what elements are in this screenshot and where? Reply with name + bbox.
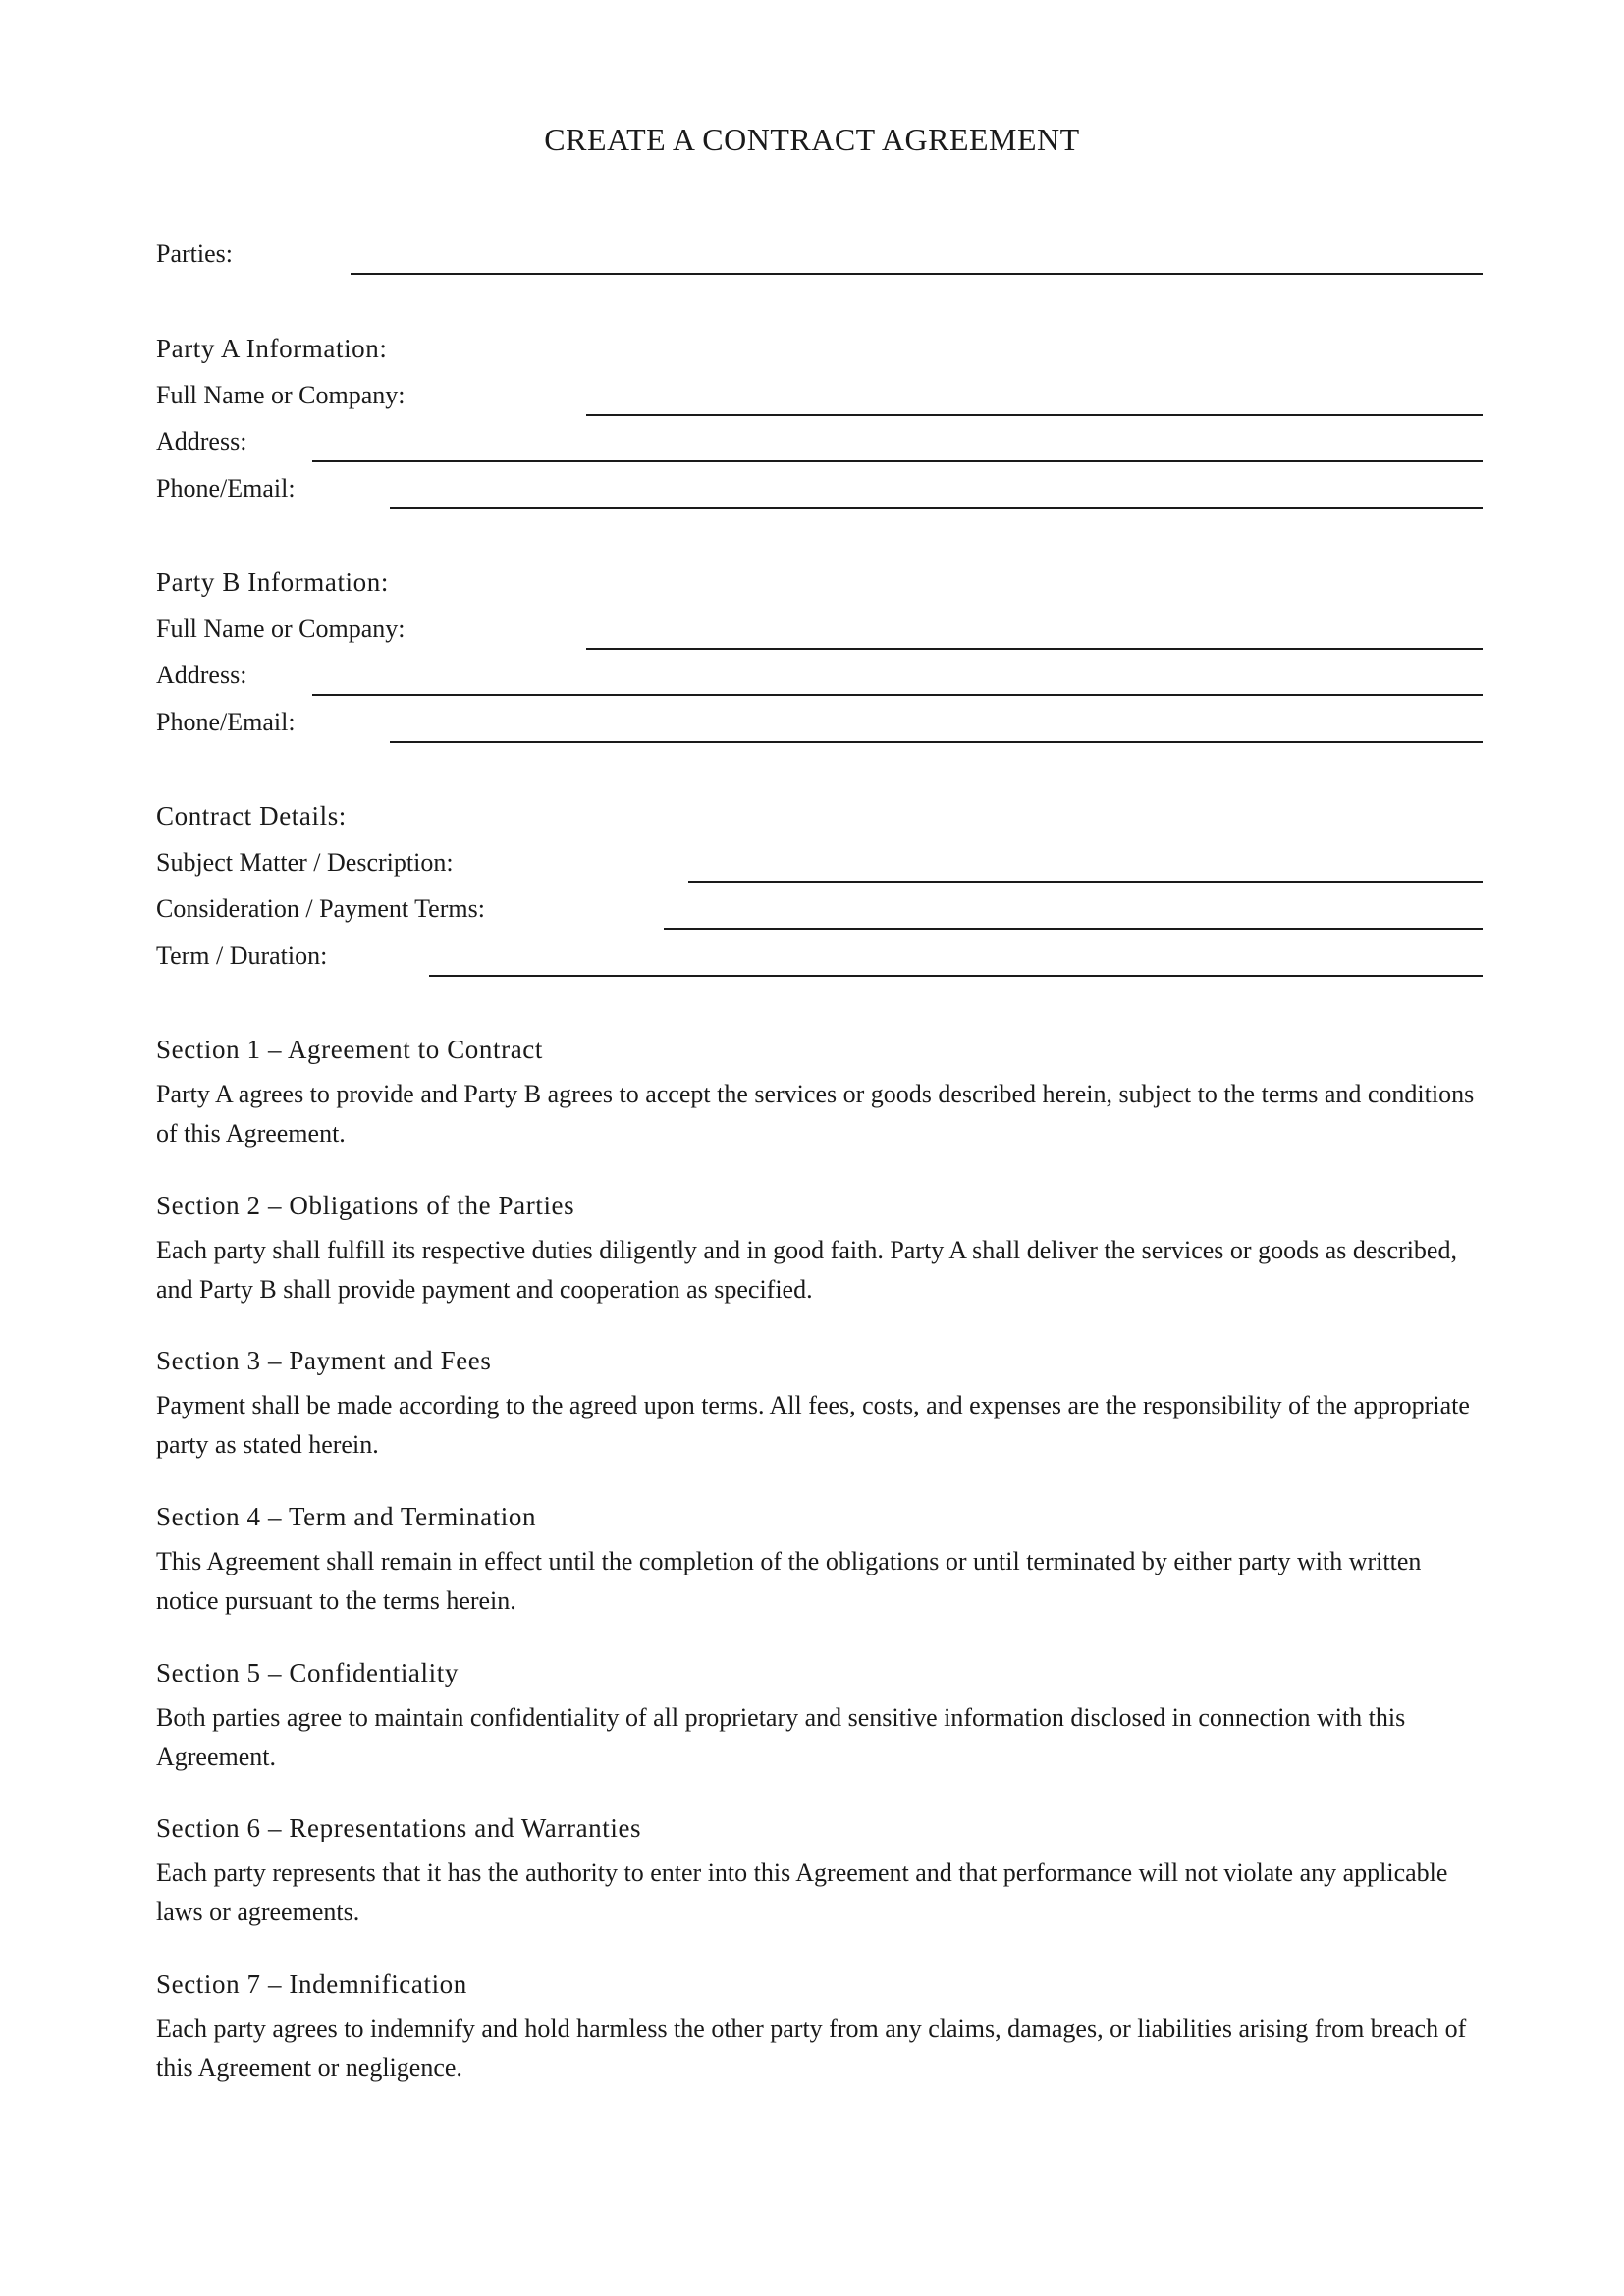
section-title: Section 5 – Confidentiality: [156, 1658, 459, 1687]
party-b-address-label: Address:: [156, 661, 247, 689]
party-b-name-row: [156, 614, 1483, 654]
term-field[interactable]: [429, 975, 1483, 977]
section-title: Section 2 – Obligations of the Parties: [156, 1191, 575, 1220]
party-b-contact-field[interactable]: [390, 741, 1483, 743]
term-label: Term / Duration:: [156, 941, 328, 970]
section-title: Section 4 – Term and Termination: [156, 1502, 537, 1531]
subject-row: [156, 848, 1483, 887]
party-a-contact-field[interactable]: [390, 507, 1483, 509]
section-body: Payment shall be made according to the agreed upon terms. All fees, costs, and expenses are the responsibility of the appropriate party as stated herein.: [156, 1391, 1470, 1459]
party-a-name-label: Full Name or Company:: [156, 381, 406, 409]
party-b-address-field[interactable]: [312, 694, 1483, 696]
consideration-field[interactable]: [664, 928, 1483, 930]
section-body: Party A agrees to provide and Party B agrees to accept the services or goods described herein, subject to the terms and conditions of this Agreement.: [156, 1080, 1475, 1148]
section-body: Each party represents that it has the authority to enter into this Agreement and that performance will not violate any applicable laws or agreements.: [156, 1858, 1448, 1926]
section-title: Section 6 – Representations and Warranties: [156, 1813, 642, 1842]
party-b-name-label: Full Name or Company:: [156, 614, 406, 643]
section-2: [156, 1191, 1483, 1309]
section-body: Both parties agree to maintain confidentiality of all proprietary and sensitive information disclosed in connection with this Agreement.: [156, 1703, 1406, 1771]
section-6: [156, 1813, 1483, 1932]
section-body: Each party shall fulfill its respective duties diligently and in good faith. Party A shall deliver the services or goods as described, and Party B shall provide payment and cooperation as specified.: [156, 1236, 1457, 1304]
party-b-name-field[interactable]: [586, 648, 1483, 650]
party-a-address-label: Address:: [156, 427, 247, 455]
section-7: [156, 1969, 1483, 2088]
parties-field[interactable]: [351, 273, 1483, 275]
contract-details-heading: Contract Details:: [156, 801, 347, 830]
section-title: Section 1 – Agreement to Contract: [156, 1035, 543, 1064]
party-a-address-field[interactable]: [312, 460, 1483, 462]
consideration-row: [156, 894, 1483, 934]
parties-label: Parties:: [156, 240, 233, 268]
party-a-name-row: [156, 381, 1483, 420]
section-3: [156, 1346, 1483, 1465]
party-b-contact-label: Phone/Email:: [156, 708, 296, 736]
section-4: [156, 1502, 1483, 1621]
party-a-contact-label: Phone/Email:: [156, 474, 296, 503]
section-title: Section 3 – Payment and Fees: [156, 1346, 492, 1375]
party-a-address-row: [156, 427, 1483, 466]
document-title: CREATE A CONTRACT AGREEMENT: [544, 122, 1080, 157]
party-a-heading: Party A Information:: [156, 334, 388, 363]
party-b-heading: Party B Information:: [156, 567, 389, 597]
party-b-contact-row: [156, 708, 1483, 747]
subject-field[interactable]: [688, 881, 1483, 883]
section-body: This Agreement shall remain in effect until the completion of the obligations or until terminated by either party with written notice pursuant to the terms herein.: [156, 1547, 1422, 1615]
section-1: [156, 1035, 1483, 1153]
parties-row: [156, 240, 1483, 279]
section-5: [156, 1658, 1483, 1777]
section-title: Section 7 – Indemnification: [156, 1969, 467, 1999]
party-a-name-field[interactable]: [586, 414, 1483, 416]
term-row: [156, 941, 1483, 981]
section-body: Each party agrees to indemnify and hold harmless the other party from any claims, damages, or liabilities arising from breach of this Agreement or negligence.: [156, 2014, 1467, 2082]
party-b-address-row: [156, 661, 1483, 700]
party-a-contact-row: [156, 474, 1483, 513]
subject-label: Subject Matter / Description:: [156, 848, 454, 877]
consideration-label: Consideration / Payment Terms:: [156, 894, 485, 923]
